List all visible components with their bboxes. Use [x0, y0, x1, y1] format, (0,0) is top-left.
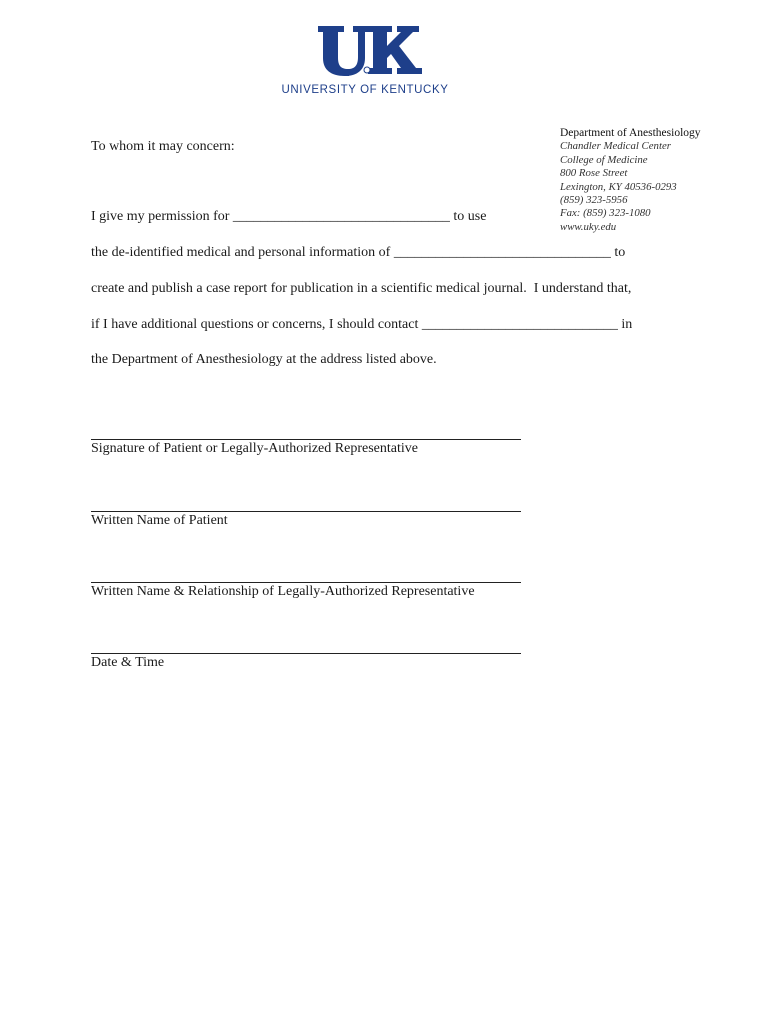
- letter-line: if I have additional questions or concerns, I should contact ____________________________ in: [91, 317, 633, 332]
- letter-line: the de-identified medical and personal information of _______________________________ to: [91, 245, 626, 260]
- address-line: Lexington, KY 40536-0293: [560, 180, 677, 193]
- representative-name-label: Written Name & Relationship of Legally-Authorized Representative: [91, 584, 475, 599]
- fax-number: Fax: (859) 323-1080: [560, 207, 651, 220]
- address-line: 800 Rose Street: [560, 167, 628, 180]
- letter-line: I give my permission for _______________________________ to use: [91, 209, 487, 224]
- logo-letter-k: [368, 26, 422, 74]
- salutation: To whom it may concern:: [91, 139, 235, 154]
- university-name: UNIVERSITY OF KENTUCKY: [281, 84, 449, 96]
- phone-number: (859) 323-5956: [560, 194, 628, 207]
- address-line: Chandler Medical Center: [560, 140, 671, 153]
- department-name: Department of Anesthesiology: [560, 127, 701, 139]
- department-address-block: [560, 127, 765, 234]
- date-time-label: Date & Time: [91, 655, 165, 670]
- website: www.uky.edu: [560, 220, 617, 233]
- signature-label: Signature of Patient or Legally-Authorized Representative: [91, 441, 418, 456]
- letter-line: the Department of Anesthesiology at the address listed above.: [91, 352, 437, 367]
- patient-name-label: Written Name of Patient: [91, 513, 228, 528]
- letter-line: create and publish a case report for publication in a scientific medical journal. I understand that,: [91, 281, 632, 296]
- address-line: College of Medicine: [560, 153, 648, 166]
